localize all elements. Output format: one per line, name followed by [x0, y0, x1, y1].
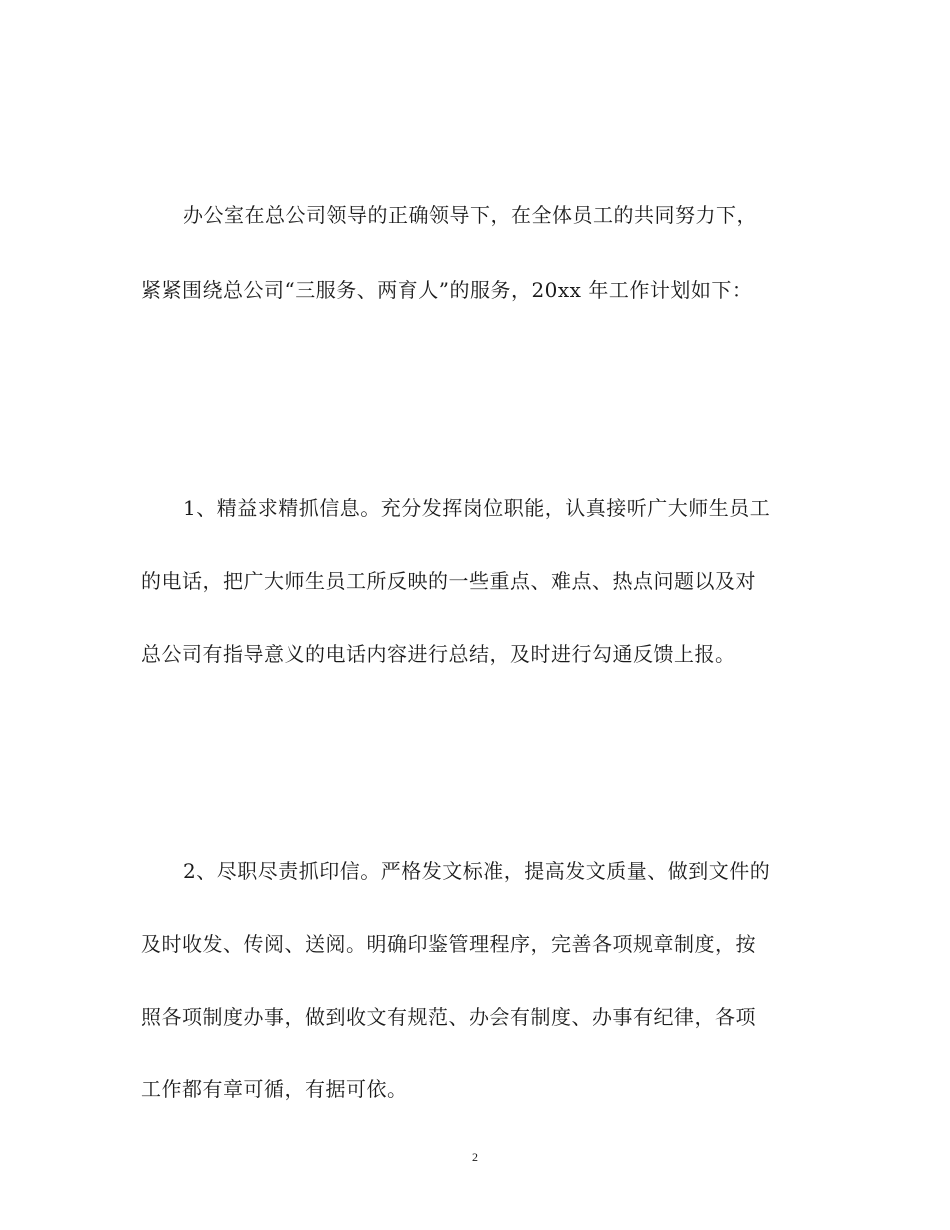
item-2-line-3: 照各项制度办事，做到收文有规范、办会有制度、办事有纪律，各项 — [141, 1005, 756, 1029]
item-1-line-2: 的电话，把广大师生员工所反映的一些重点、难点、热点问题以及对 — [141, 569, 756, 593]
item-2-line-4: 工作都有章可循，有据可依。 — [141, 1077, 408, 1101]
page-number: 2 — [472, 1150, 478, 1164]
item-1-line-3: 总公司有指导意义的电话内容进行总结，及时进行勾通反馈上报。 — [141, 642, 736, 666]
intro-line-2: 紧紧围绕总公司“三服务、两育人”的服务，20xx 年工作计划如下： — [141, 278, 753, 302]
item-1-line-1: 1、精益求精抓信息。充分发挥岗位职能，认真接听广大师生员工 — [183, 496, 771, 520]
item-2-line-2: 及时收发、传阅、送阅。明确印鉴管理程序，完善各项规章制度，按 — [141, 932, 756, 956]
intro-line-1: 办公室在总公司领导的正确领导下，在全体员工的共同努力下， — [183, 203, 757, 227]
item-2-line-1: 2、尽职尽责抓印信。严格发文标准，提高发文质量、做到文件的 — [183, 859, 771, 883]
